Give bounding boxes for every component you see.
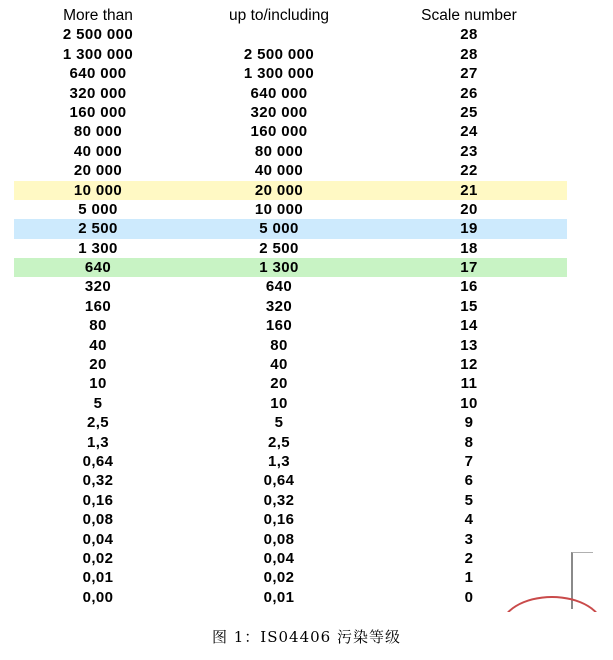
- scale-number-cell: 28: [460, 45, 478, 63]
- table-row: [14, 181, 567, 200]
- up-to-cell: 20: [270, 375, 288, 393]
- scale-number-cell: 6: [464, 472, 474, 490]
- up-to-cell: 160: [265, 317, 293, 335]
- up-to-cell: 10 000: [254, 200, 304, 218]
- table-row: [14, 239, 567, 258]
- table-row: [14, 25, 567, 44]
- more-than-cell: 1 300 000: [62, 45, 134, 63]
- table-row: [14, 316, 567, 335]
- scale-number-cell: 10: [460, 394, 478, 412]
- header-scale-number: Scale number: [421, 7, 517, 24]
- more-than-cell: 640: [84, 259, 112, 277]
- scale-number-cell: 1: [464, 569, 474, 587]
- more-than-cell: 0,04: [82, 530, 114, 548]
- up-to-cell: 0,04: [263, 549, 295, 567]
- scale-number-cell: 3: [464, 530, 474, 548]
- more-than-cell: 320: [84, 278, 112, 296]
- more-than-cell: 1,3: [86, 433, 110, 451]
- up-to-cell: 1 300 000: [243, 65, 315, 83]
- scale-number-cell: 9: [464, 414, 474, 432]
- more-than-cell: 40 000: [73, 142, 123, 160]
- scale-number-cell: 22: [460, 162, 478, 180]
- table-row: [14, 219, 567, 238]
- more-than-cell: 80: [89, 317, 107, 335]
- table-row: [14, 64, 567, 83]
- more-than-cell: 10: [89, 375, 107, 393]
- more-than-cell: 10 000: [73, 181, 123, 199]
- scale-number-cell: 28: [460, 26, 478, 44]
- table-row: [14, 433, 567, 452]
- more-than-cell: 0,64: [82, 452, 114, 470]
- up-to-cell: 160 000: [250, 123, 308, 141]
- scale-number-cell: 7: [464, 452, 474, 470]
- header-up-to-including: up to/including: [229, 7, 329, 24]
- up-to-cell: 40: [270, 356, 288, 374]
- scale-number-cell: 4: [464, 511, 474, 529]
- table-row: [14, 161, 567, 180]
- more-than-cell: 0,01: [82, 569, 114, 587]
- up-to-cell: 640 000: [250, 84, 308, 102]
- more-than-cell: 0,08: [82, 511, 114, 529]
- table-row: [14, 374, 567, 393]
- up-to-cell: 10: [270, 394, 288, 412]
- up-to-cell: 0,01: [263, 588, 295, 606]
- table-row: [14, 530, 567, 549]
- header-more-than: More than: [63, 7, 133, 24]
- table-row: [14, 355, 567, 374]
- scale-number-cell: 25: [460, 103, 478, 121]
- scale-number-cell: 24: [460, 123, 478, 141]
- table-row: [14, 297, 567, 316]
- up-to-cell: 2 500 000: [243, 45, 315, 63]
- table-row: [14, 491, 567, 510]
- up-to-cell: 0,32: [263, 491, 295, 509]
- more-than-cell: 2 500: [78, 220, 118, 238]
- scale-number-cell: 8: [464, 433, 474, 451]
- scale-number-cell: 20: [460, 200, 478, 218]
- up-to-cell: 320 000: [250, 103, 308, 121]
- scale-number-cell: 26: [460, 84, 478, 102]
- table-row: [14, 336, 567, 355]
- table-row: [14, 588, 567, 607]
- table-header-row: [14, 6, 567, 25]
- more-than-cell: 160 000: [69, 103, 127, 121]
- table-row: [14, 103, 567, 122]
- up-to-cell: 40 000: [254, 162, 304, 180]
- more-than-cell: 20 000: [73, 162, 123, 180]
- table-row: [14, 413, 567, 432]
- scale-number-cell: 18: [460, 239, 478, 257]
- table-row: [14, 277, 567, 296]
- table-row: [14, 452, 567, 471]
- table-row: [14, 142, 567, 161]
- up-to-cell: 0,16: [263, 511, 295, 529]
- more-than-cell: 1 300: [78, 239, 118, 257]
- more-than-cell: 2 500 000: [62, 26, 134, 44]
- up-to-cell: 1,3: [267, 452, 291, 470]
- scale-number-cell: 13: [460, 336, 478, 354]
- more-than-cell: 0,02: [82, 549, 114, 567]
- up-to-cell: 5 000: [259, 220, 299, 238]
- more-than-cell: 80 000: [73, 123, 123, 141]
- scale-number-cell: 16: [460, 278, 478, 296]
- table-row: [14, 394, 567, 413]
- up-to-cell: 0,64: [263, 472, 295, 490]
- table-row: [14, 84, 567, 103]
- scale-number-cell: 21: [460, 181, 478, 199]
- up-to-cell: 20 000: [254, 181, 304, 199]
- scale-number-cell: 14: [460, 317, 478, 335]
- table-row: [14, 258, 567, 277]
- scale-number-cell: 23: [460, 142, 478, 160]
- table-row: [14, 471, 567, 490]
- table-row: [14, 510, 567, 529]
- more-than-cell: 5 000: [78, 200, 118, 218]
- table-row: [14, 200, 567, 219]
- figure-caption: 图 1：IS04406 污染等级: [212, 628, 401, 646]
- scale-number-cell: 15: [460, 297, 478, 315]
- up-to-cell: 640: [265, 278, 293, 296]
- more-than-cell: 160: [84, 297, 112, 315]
- table-row: [14, 549, 567, 568]
- more-than-cell: 5: [93, 394, 103, 412]
- up-to-cell: 80 000: [254, 142, 304, 160]
- up-to-cell: 2,5: [267, 433, 291, 451]
- up-to-cell: 1 300: [259, 259, 299, 277]
- iso4406-scale-table: [14, 6, 567, 607]
- scale-number-cell: 11: [460, 375, 478, 393]
- table-body: [14, 25, 567, 607]
- up-to-cell: 5: [274, 414, 284, 432]
- table-row: [14, 45, 567, 64]
- up-to-cell: 2 500: [259, 239, 299, 257]
- scale-number-cell: 17: [460, 259, 478, 277]
- table-row: [14, 122, 567, 141]
- more-than-cell: 640 000: [69, 65, 127, 83]
- more-than-cell: 0,16: [82, 491, 114, 509]
- up-to-cell: 0,02: [263, 569, 295, 587]
- up-to-cell: 0,08: [263, 530, 295, 548]
- more-than-cell: 20: [89, 356, 107, 374]
- more-than-cell: 0,32: [82, 472, 114, 490]
- more-than-cell: 40: [89, 336, 107, 354]
- scale-number-cell: 19: [460, 220, 478, 238]
- scale-number-cell: 5: [464, 491, 474, 509]
- more-than-cell: 320 000: [69, 84, 127, 102]
- table-row: [14, 568, 567, 587]
- up-to-cell: 80: [270, 336, 288, 354]
- scale-number-cell: 0: [464, 588, 474, 606]
- scale-number-cell: 2: [464, 549, 474, 567]
- more-than-cell: 2,5: [86, 414, 110, 432]
- more-than-cell: 0,00: [82, 588, 114, 606]
- scale-number-cell: 12: [460, 356, 478, 374]
- up-to-cell: 320: [265, 297, 293, 315]
- scale-number-cell: 27: [460, 65, 478, 83]
